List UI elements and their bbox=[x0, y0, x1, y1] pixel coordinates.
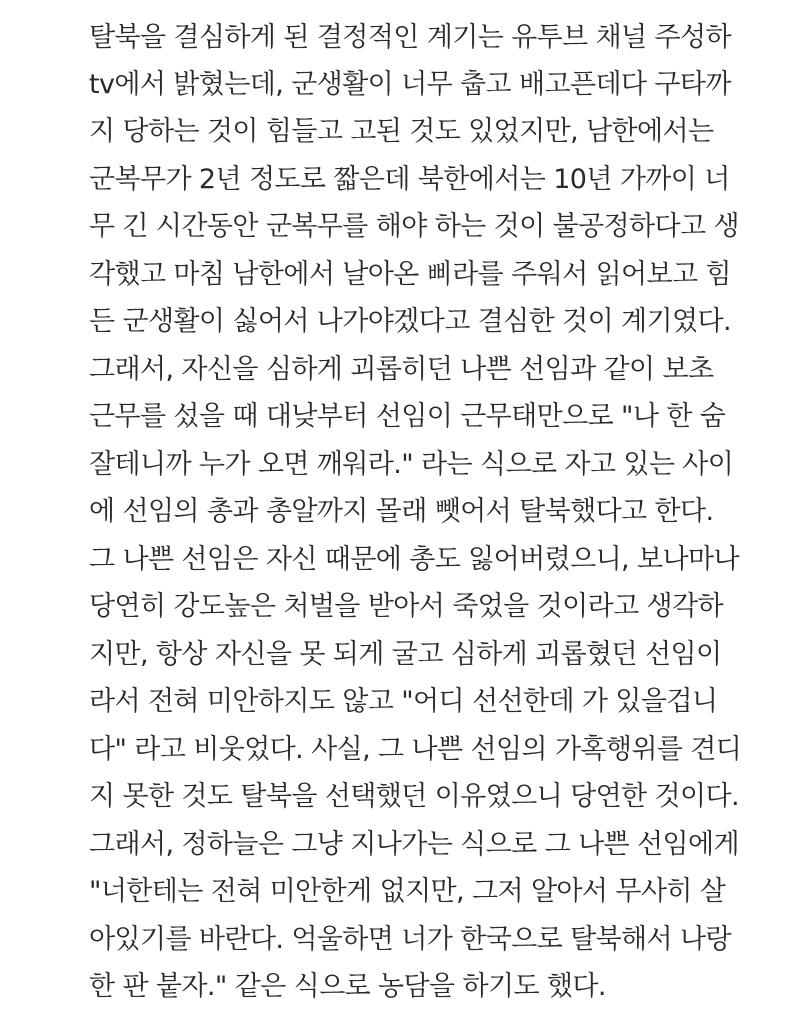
text-line: 각했고 마침 남한에서 날아온 삐라를 주워서 읽어보고 힘 bbox=[89, 259, 731, 290]
text-line: 다" 라고 비웃었다. 사실, 그 나쁜 선임의 가혹행위를 견디 bbox=[89, 734, 742, 765]
text-line: 당연히 강도높은 처벌을 받아서 죽었을 것이라고 생각하 bbox=[89, 591, 723, 622]
text-line: tv에서 밝혔는데, 군생활이 너무 춥고 배고픈데다 구타까 bbox=[89, 69, 731, 100]
text-line: 에 선임의 총과 총알까지 몰래 뺏어서 탈북했다고 한다. bbox=[89, 496, 714, 527]
text-line: 든 군생활이 싫어서 나가야겠다고 결심한 것이 계기였다. bbox=[89, 306, 731, 337]
text-line: 지 당하는 것이 힘들고 고된 것도 있었지만, 남한에서는 bbox=[89, 116, 714, 147]
text-line: 지만, 항상 자신을 못 되게 굴고 심하게 괴롭혔던 선임이 bbox=[89, 639, 722, 670]
text-line: 그래서, 자신을 심하게 괴롭히던 나쁜 선임과 같이 보초 bbox=[89, 354, 714, 385]
text-line: 지 못한 것도 탈북을 선택했던 이유였으니 당연한 것이다. bbox=[89, 781, 739, 812]
text-line: 그 나쁜 선임은 자신 때문에 총도 잃어버렸으니, 보나마나 bbox=[89, 544, 739, 575]
text-line: 한 판 붙자." 같은 식으로 농담을 하기도 했다. bbox=[89, 971, 606, 1002]
text-line: 아있기를 바란다. 억울하면 너가 한국으로 탈북해서 나랑 bbox=[89, 924, 731, 955]
text-line: 그래서, 정하늘은 그냥 지나가는 식으로 그 나쁜 선임에게 bbox=[89, 829, 739, 860]
text-line: 잘테니까 누가 오면 깨워라." 라는 식으로 자고 있는 사이 bbox=[89, 449, 734, 480]
text-line: 라서 전혀 미안하지도 않고 "어디 선선한데 가 있을겁니 bbox=[89, 686, 718, 717]
text-line: 탈북을 결심하게 된 결정적인 계기는 유투브 채널 주성하 bbox=[89, 22, 731, 53]
text-line: 무 긴 시간동안 군복무를 해야 하는 것이 불공정하다고 생 bbox=[89, 211, 739, 242]
text-line: "너한테는 전혀 미안한게 없지만, 그저 알아서 무사히 살 bbox=[89, 876, 726, 907]
text-line: 군복무가 2년 정도로 짧은데 북한에서는 10년 가까이 너 bbox=[89, 164, 730, 195]
text-line: 근무를 섰을 때 대낮부터 선임이 근무태만으로 "나 한 숨 bbox=[89, 401, 726, 432]
